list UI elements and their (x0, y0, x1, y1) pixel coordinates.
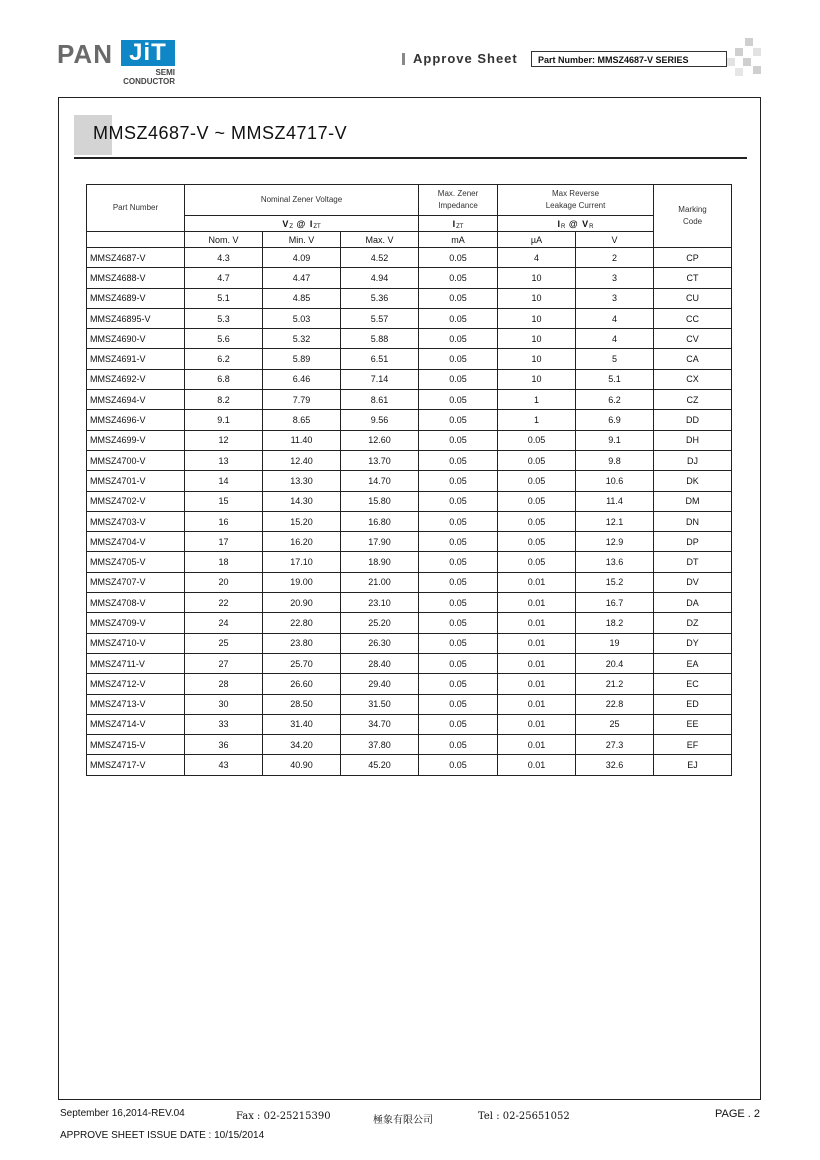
revision-text: September 16,2014-REV.04 (60, 1108, 185, 1119)
cell-min: 4.47 (263, 268, 341, 288)
cell-vr: 11.4 (576, 491, 654, 511)
cell-nom: 6.8 (185, 369, 263, 389)
cell-code: DH (654, 430, 732, 450)
cell-ir: 10 (498, 329, 576, 349)
cell-nom: 24 (185, 613, 263, 633)
cell-max: 15.80 (341, 491, 419, 511)
cell-izt: 0.05 (419, 572, 498, 592)
cell-part: MMSZ4704-V (87, 532, 185, 552)
cell-min: 31.40 (263, 714, 341, 734)
cell-vr: 19 (576, 633, 654, 653)
table-row (87, 593, 732, 613)
cell-izt: 0.05 (419, 593, 498, 613)
page-title: MMSZ4687-V ~ MMSZ4717-V (93, 123, 348, 143)
cell-izt: 0.05 (419, 694, 498, 714)
cell-min: 25.70 (263, 653, 341, 673)
cell-vr: 18.2 (576, 613, 654, 633)
cell-nom: 4.7 (185, 268, 263, 288)
cell-max: 5.36 (341, 288, 419, 308)
cell-nom: 22 (185, 593, 263, 613)
cell-code: CC (654, 308, 732, 328)
cell-min: 15.20 (263, 511, 341, 531)
cell-max: 9.56 (341, 410, 419, 430)
cell-ir: 0.01 (498, 633, 576, 653)
cell-max: 25.20 (341, 613, 419, 633)
logo-semi-text: SEMI (155, 68, 175, 77)
header-max-zener-impedance: Max. Zener Impedance (419, 185, 498, 216)
cell-nom: 13 (185, 450, 263, 470)
cell-nom: 5.1 (185, 288, 263, 308)
header-v: V (576, 232, 654, 248)
cell-min: 4.85 (263, 288, 341, 308)
cell-max: 45.20 (341, 755, 419, 775)
cell-part: MMSZ4705-V (87, 552, 185, 572)
table-row (87, 552, 732, 572)
cell-ir: 0.01 (498, 674, 576, 694)
cell-ir: 4 (498, 248, 576, 268)
table-row (87, 694, 732, 714)
table-row (87, 369, 732, 389)
cell-code: DJ (654, 450, 732, 470)
table-row (87, 471, 732, 491)
cell-izt: 0.05 (419, 532, 498, 552)
cell-vr: 10.6 (576, 471, 654, 491)
cell-vr: 5 (576, 349, 654, 369)
cell-part: MMSZ4696-V (87, 410, 185, 430)
table-row (87, 653, 732, 673)
cell-code: EA (654, 653, 732, 673)
cell-nom: 16 (185, 511, 263, 531)
header-ua: µA (498, 232, 576, 248)
header-max-reverse-leakage: Max Reverse Leakage Current (498, 185, 654, 216)
cell-max: 29.40 (341, 674, 419, 694)
cell-ir: 10 (498, 369, 576, 389)
header-vz-at-izt: $V_Z$ @ $I_{ZT}$ (185, 216, 419, 232)
cell-code: DK (654, 471, 732, 491)
cell-izt: 0.05 (419, 349, 498, 369)
cell-max: 34.70 (341, 714, 419, 734)
header-part-number: Part Number (87, 185, 185, 232)
cell-izt: 0.05 (419, 430, 498, 450)
cell-part: MMSZ4710-V (87, 633, 185, 653)
cell-min: 11.40 (263, 430, 341, 450)
cell-nom: 30 (185, 694, 263, 714)
cell-nom: 5.6 (185, 329, 263, 349)
cell-part: MMSZ4703-V (87, 511, 185, 531)
cell-code: EF (654, 735, 732, 755)
cell-ir: 10 (498, 349, 576, 369)
header-marking-code: Marking Code (654, 185, 732, 248)
table-row (87, 714, 732, 734)
table-row (87, 572, 732, 592)
table-row (87, 511, 732, 531)
header-izt: $I_{ZT}$ (419, 216, 498, 232)
cell-nom: 25 (185, 633, 263, 653)
table-row (87, 329, 732, 349)
cell-nom: 6.2 (185, 349, 263, 369)
cell-part: MMSZ4691-V (87, 349, 185, 369)
cell-ir: 0.01 (498, 735, 576, 755)
cell-max: 14.70 (341, 471, 419, 491)
cell-ir: 0.01 (498, 653, 576, 673)
cell-part: MMSZ4708-V (87, 593, 185, 613)
cell-part: MMSZ4687-V (87, 248, 185, 268)
cell-code: CA (654, 349, 732, 369)
cell-min: 12.40 (263, 450, 341, 470)
header-ir-at-vr: $I_R$ @ $V_R$ (498, 216, 654, 232)
cell-min: 34.20 (263, 735, 341, 755)
header-max-v: Max. V (341, 232, 419, 248)
cell-code: ED (654, 694, 732, 714)
cell-ir: 0.01 (498, 593, 576, 613)
cell-max: 26.30 (341, 633, 419, 653)
cell-vr: 13.6 (576, 552, 654, 572)
cell-max: 4.52 (341, 248, 419, 268)
logo-jit-badge: JiT (121, 40, 175, 66)
cell-max: 31.50 (341, 694, 419, 714)
cell-ir: 0.05 (498, 450, 576, 470)
cell-max: 13.70 (341, 450, 419, 470)
cell-min: 14.30 (263, 491, 341, 511)
cell-min: 4.09 (263, 248, 341, 268)
cell-part: MMSZ4689-V (87, 288, 185, 308)
cell-min: 5.32 (263, 329, 341, 349)
cell-code: CV (654, 329, 732, 349)
table-row (87, 532, 732, 552)
cell-izt: 0.05 (419, 552, 498, 572)
cell-nom: 28 (185, 674, 263, 694)
cell-min: 16.20 (263, 532, 341, 552)
cell-ir: 0.05 (498, 552, 576, 572)
cell-code: EE (654, 714, 732, 734)
cell-max: 5.88 (341, 329, 419, 349)
table-row (87, 248, 732, 268)
cell-nom: 8.2 (185, 390, 263, 410)
table-row (87, 268, 732, 288)
cell-code: EC (654, 674, 732, 694)
header-min-v: Min. V (263, 232, 341, 248)
cell-max: 6.51 (341, 349, 419, 369)
cell-izt: 0.05 (419, 329, 498, 349)
cell-part: MMSZ46895-V (87, 308, 185, 328)
cell-part: MMSZ4694-V (87, 390, 185, 410)
cell-izt: 0.05 (419, 268, 498, 288)
table-row (87, 633, 732, 653)
cell-min: 20.90 (263, 593, 341, 613)
cell-part: MMSZ4692-V (87, 369, 185, 389)
cell-izt: 0.05 (419, 248, 498, 268)
cell-nom: 33 (185, 714, 263, 734)
approve-sheet-label: Approve Sheet (413, 51, 518, 66)
cell-ir: 0.05 (498, 491, 576, 511)
part-number-box: Part Number: MMSZ4687-V SERIES (531, 51, 727, 67)
table-row (87, 755, 732, 775)
cell-nom: 14 (185, 471, 263, 491)
cell-izt: 0.05 (419, 308, 498, 328)
cell-code: DT (654, 552, 732, 572)
cell-part: MMSZ4713-V (87, 694, 185, 714)
cell-code: EJ (654, 755, 732, 775)
cell-izt: 0.05 (419, 450, 498, 470)
cell-izt: 0.05 (419, 288, 498, 308)
table-row (87, 430, 732, 450)
cell-izt: 0.05 (419, 613, 498, 633)
cell-ir: 0.05 (498, 511, 576, 531)
cell-min: 28.50 (263, 694, 341, 714)
cell-nom: 18 (185, 552, 263, 572)
cell-part: MMSZ4712-V (87, 674, 185, 694)
cell-vr: 21.2 (576, 674, 654, 694)
cell-code: DZ (654, 613, 732, 633)
cell-code: CT (654, 268, 732, 288)
cell-part: MMSZ4701-V (87, 471, 185, 491)
cell-code: DP (654, 532, 732, 552)
cell-ir: 10 (498, 268, 576, 288)
cell-max: 23.10 (341, 593, 419, 613)
cell-vr: 25 (576, 714, 654, 734)
cell-izt: 0.05 (419, 471, 498, 491)
logo-pan-text: PAN (57, 39, 113, 69)
cell-vr: 32.6 (576, 755, 654, 775)
cell-max: 8.61 (341, 390, 419, 410)
cell-ir: 0.05 (498, 430, 576, 450)
cell-code: CP (654, 248, 732, 268)
table-row (87, 308, 732, 328)
cell-max: 17.90 (341, 532, 419, 552)
cell-izt: 0.05 (419, 511, 498, 531)
cell-min: 22.80 (263, 613, 341, 633)
cell-ir: 0.01 (498, 714, 576, 734)
table-row (87, 410, 732, 430)
cell-vr: 16.7 (576, 593, 654, 613)
cell-max: 4.94 (341, 268, 419, 288)
cell-nom: 12 (185, 430, 263, 450)
cell-code: CU (654, 288, 732, 308)
header-ma: mA (419, 232, 498, 248)
cell-nom: 20 (185, 572, 263, 592)
header-nominal-zener-voltage: Nominal Zener Voltage (185, 185, 419, 216)
cell-max: 12.60 (341, 430, 419, 450)
cell-part: MMSZ4711-V (87, 653, 185, 673)
cell-vr: 9.8 (576, 450, 654, 470)
cell-part: MMSZ4715-V (87, 735, 185, 755)
cell-code: CZ (654, 390, 732, 410)
table-row (87, 288, 732, 308)
company-name: 極象有限公司 (373, 1115, 433, 1126)
cell-part: MMSZ4709-V (87, 613, 185, 633)
cell-ir: 0.01 (498, 755, 576, 775)
cell-vr: 4 (576, 329, 654, 349)
fax-text: Fax : 02-25215390 (236, 1111, 331, 1122)
cell-izt: 0.05 (419, 633, 498, 653)
cell-min: 5.89 (263, 349, 341, 369)
cell-nom: 36 (185, 735, 263, 755)
cell-min: 19.00 (263, 572, 341, 592)
tel-text: Tel : 02-25651052 (478, 1111, 570, 1122)
cell-code: DD (654, 410, 732, 430)
cell-vr: 12.1 (576, 511, 654, 531)
cell-vr: 22.8 (576, 694, 654, 714)
issue-date-text: APPROVE SHEET ISSUE DATE : 10/15/2014 (60, 1130, 265, 1141)
cell-min: 8.65 (263, 410, 341, 430)
cell-vr: 6.9 (576, 410, 654, 430)
cell-min: 13.30 (263, 471, 341, 491)
cell-max: 7.14 (341, 369, 419, 389)
cell-code: DV (654, 572, 732, 592)
cell-izt: 0.05 (419, 674, 498, 694)
cell-nom: 43 (185, 755, 263, 775)
cell-ir: 0.01 (498, 694, 576, 714)
cell-izt: 0.05 (419, 653, 498, 673)
cell-nom: 15 (185, 491, 263, 511)
table-row (87, 735, 732, 755)
cell-ir: 10 (498, 308, 576, 328)
cell-vr: 15.2 (576, 572, 654, 592)
cell-nom: 5.3 (185, 308, 263, 328)
cell-izt: 0.05 (419, 390, 498, 410)
cell-part: MMSZ4699-V (87, 430, 185, 450)
cell-max: 5.57 (341, 308, 419, 328)
cell-vr: 5.1 (576, 369, 654, 389)
title-rule (74, 157, 747, 159)
cell-vr: 4 (576, 308, 654, 328)
cell-vr: 2 (576, 248, 654, 268)
cell-min: 17.10 (263, 552, 341, 572)
cell-code: DY (654, 633, 732, 653)
panjit-logo (57, 40, 177, 88)
cell-min: 5.03 (263, 308, 341, 328)
table-row (87, 491, 732, 511)
spec-table (86, 184, 732, 776)
header-nom-v: Nom. V (185, 232, 263, 248)
cell-ir: 10 (498, 288, 576, 308)
cell-code: CX (654, 369, 732, 389)
cell-code: DA (654, 593, 732, 613)
cell-min: 26.60 (263, 674, 341, 694)
cell-min: 6.46 (263, 369, 341, 389)
cell-vr: 6.2 (576, 390, 654, 410)
table-row (87, 390, 732, 410)
cell-izt: 0.05 (419, 755, 498, 775)
cell-code: DN (654, 511, 732, 531)
decorative-squares-icon (727, 38, 763, 78)
cell-izt: 0.05 (419, 491, 498, 511)
logo-conductor-text: CONDUCTOR (123, 77, 175, 86)
cell-part: MMSZ4688-V (87, 268, 185, 288)
cell-vr: 3 (576, 288, 654, 308)
table-row (87, 450, 732, 470)
cell-vr: 20.4 (576, 653, 654, 673)
cell-part: MMSZ4707-V (87, 572, 185, 592)
cell-izt: 0.05 (419, 735, 498, 755)
cell-nom: 9.1 (185, 410, 263, 430)
cell-part: MMSZ4702-V (87, 491, 185, 511)
cell-max: 21.00 (341, 572, 419, 592)
cell-ir: 0.05 (498, 471, 576, 491)
cell-vr: 12.9 (576, 532, 654, 552)
table-row (87, 674, 732, 694)
cell-max: 28.40 (341, 653, 419, 673)
cell-min: 7.79 (263, 390, 341, 410)
cell-part: MMSZ4714-V (87, 714, 185, 734)
approve-sheet-marker (402, 53, 405, 65)
cell-vr: 9.1 (576, 430, 654, 450)
cell-ir: 1 (498, 410, 576, 430)
cell-ir: 0.01 (498, 613, 576, 633)
cell-ir: 0.05 (498, 532, 576, 552)
cell-min: 23.80 (263, 633, 341, 653)
cell-part: MMSZ4700-V (87, 450, 185, 470)
cell-ir: 0.01 (498, 572, 576, 592)
page-number: PAGE . 2 (715, 1108, 761, 1120)
cell-izt: 0.05 (419, 714, 498, 734)
cell-part: MMSZ4690-V (87, 329, 185, 349)
cell-nom: 27 (185, 653, 263, 673)
cell-max: 18.90 (341, 552, 419, 572)
table-row (87, 613, 732, 633)
cell-nom: 17 (185, 532, 263, 552)
table-row (87, 349, 732, 369)
cell-izt: 0.05 (419, 369, 498, 389)
cell-max: 16.80 (341, 511, 419, 531)
cell-izt: 0.05 (419, 410, 498, 430)
cell-code: DM (654, 491, 732, 511)
cell-vr: 27.3 (576, 735, 654, 755)
cell-min: 40.90 (263, 755, 341, 775)
cell-vr: 3 (576, 268, 654, 288)
cell-ir: 1 (498, 390, 576, 410)
cell-max: 37.80 (341, 735, 419, 755)
cell-nom: 4.3 (185, 248, 263, 268)
cell-part: MMSZ4717-V (87, 755, 185, 775)
